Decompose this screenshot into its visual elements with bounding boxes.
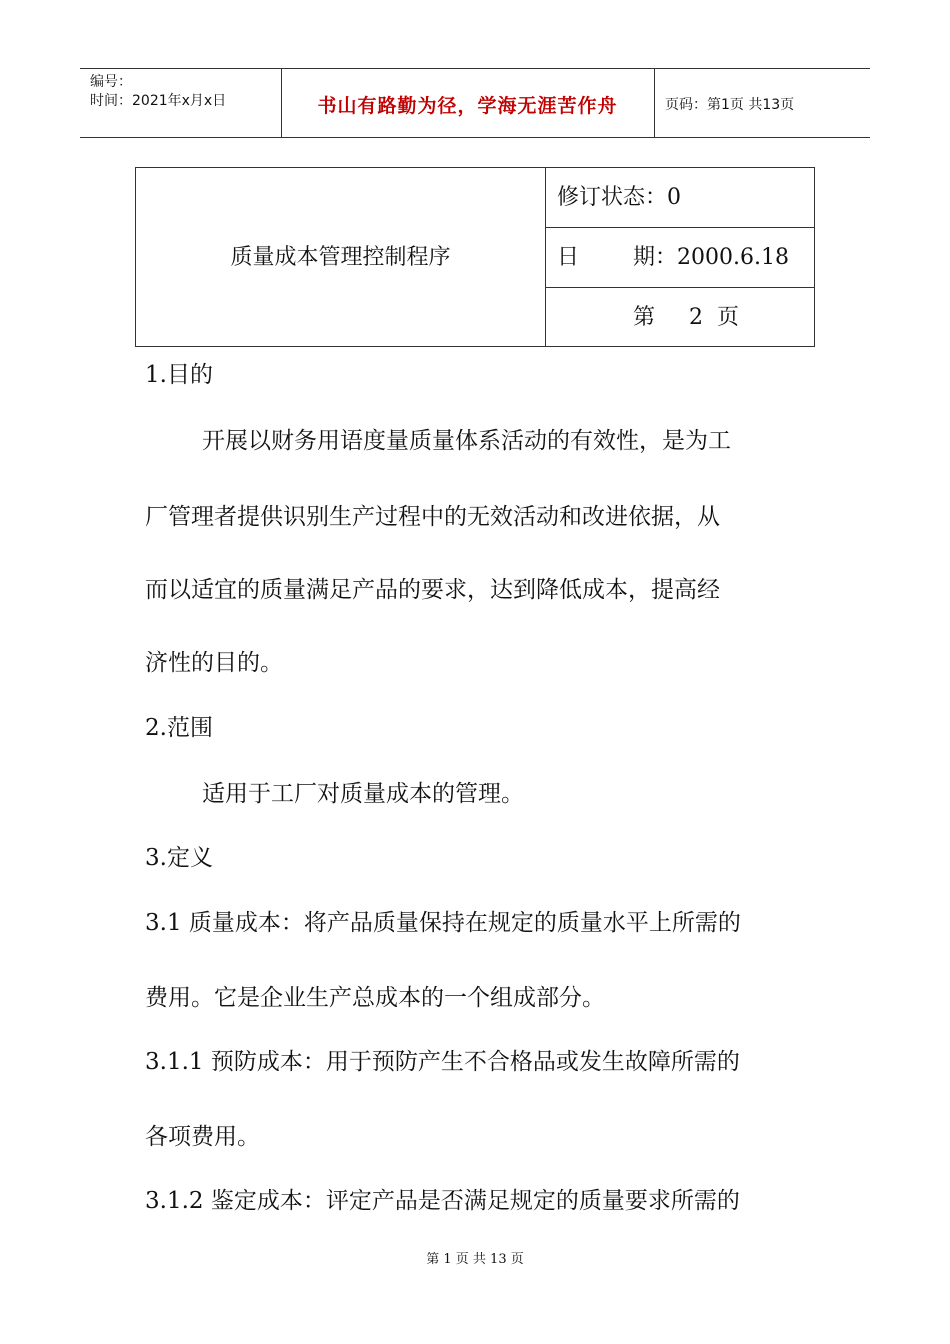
section-heading: 3.定义	[145, 845, 213, 871]
document-time-label: 时间：2021年x月x日	[90, 93, 227, 109]
date-key: 日	[557, 245, 580, 270]
title-table	[135, 167, 815, 347]
title-table-divider	[545, 227, 814, 228]
header-meta	[90, 73, 226, 111]
paragraph-line: 费用。它是企业生产总成本的一个组成部分。	[145, 985, 605, 1011]
paragraph-line: 3.1.2 鉴定成本：评定产品是否满足规定的质量要求所需的	[145, 1188, 740, 1214]
document-title: 质量成本管理控制程序	[230, 245, 451, 270]
paragraph-line: 厂管理者提供识别生产过程中的无效活动和改进依据，从	[145, 504, 720, 530]
title-table-divider	[545, 168, 546, 346]
section-heading: 2.范围	[145, 715, 213, 741]
date-value: 期：2000.6.18	[633, 245, 789, 270]
revision-status: 修订状态：0	[557, 185, 681, 210]
document-number-label: 编号：	[90, 74, 132, 90]
paragraph-line: 开展以财务用语度量质量体系活动的有效性，是为工	[202, 428, 731, 454]
section-heading: 1.目的	[145, 362, 213, 388]
page-header	[80, 68, 870, 138]
paragraph-line: 各项费用。	[145, 1124, 260, 1150]
paragraph-line: 3.1.1 预防成本：用于预防产生不合格品或发生故障所需的	[145, 1049, 740, 1075]
paragraph-line: 3.1 质量成本：将产品质量保持在规定的质量水平上所需的	[145, 910, 741, 936]
document-date	[557, 240, 789, 271]
header-divider	[654, 69, 655, 137]
title-table-divider	[545, 287, 814, 288]
page-footer: 第 1 页 共 13 页	[426, 1252, 524, 1267]
header-page-info: 页码：第1页 共13页	[665, 97, 795, 113]
table-page-number	[633, 300, 739, 331]
page-num: 2	[689, 305, 704, 330]
paragraph-line: 适用于工厂对质量成本的管理。	[202, 781, 524, 807]
page-di: 第	[633, 305, 656, 330]
header-motto: 书山有路勤为径，学海无涯苦作舟	[317, 95, 618, 117]
page-ye: 页	[717, 305, 740, 330]
paragraph-line: 济性的目的。	[145, 650, 283, 676]
paragraph-line: 而以适宜的质量满足产品的要求，达到降低成本，提高经	[145, 577, 720, 603]
